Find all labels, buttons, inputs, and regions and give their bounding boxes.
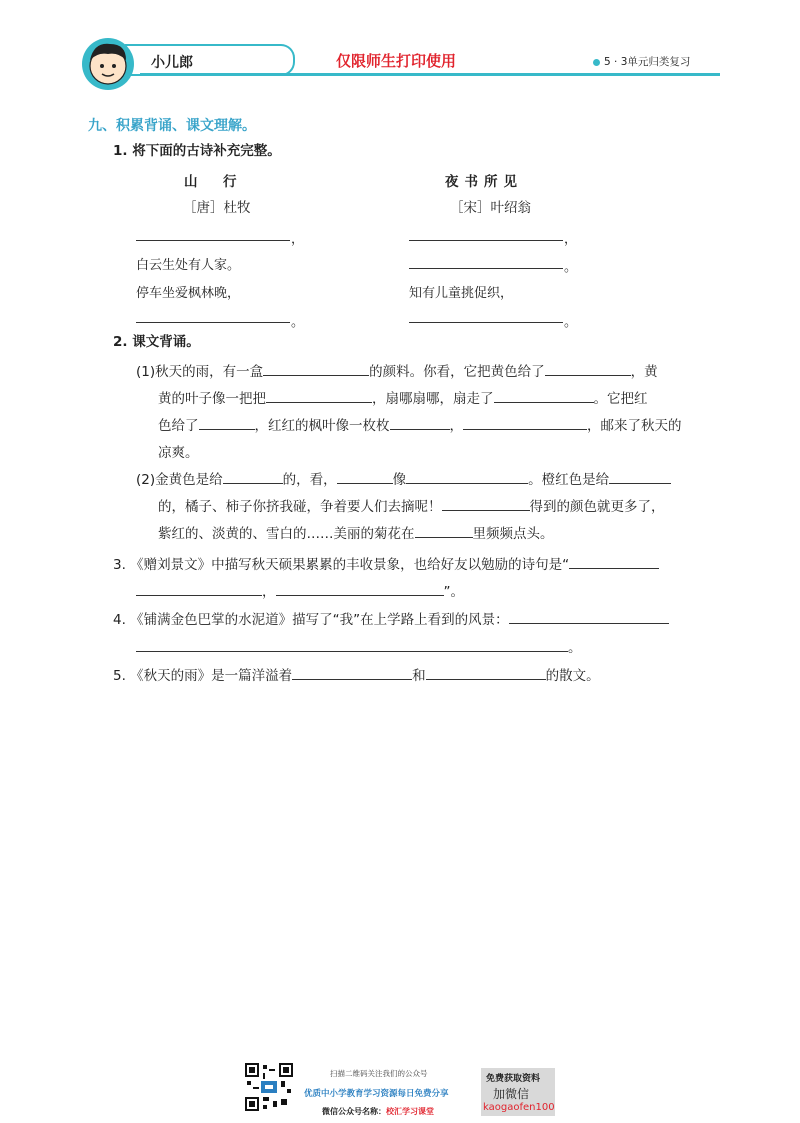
q2-p2-line3 <box>158 522 554 542</box>
q2-p1-line2 <box>158 387 648 407</box>
q3-blank-1[interactable] <box>569 554 659 569</box>
q2-p1-l2c: 。它把红 <box>593 391 648 407</box>
q3-comma: ， <box>262 584 276 600</box>
q2-p2-l1c: 像 <box>392 472 407 488</box>
q2-blank-like[interactable] <box>406 469 528 484</box>
tag-dot-icon <box>593 59 600 66</box>
poem1-period: 。 <box>291 315 305 330</box>
q5-blank-2[interactable] <box>426 665 546 680</box>
q2-p1-l2b: ，扇哪扇哪，扇走了 <box>372 391 494 407</box>
q2-p1-l3d: ，邮来了秋天的 <box>587 418 682 434</box>
q3-blank-2[interactable] <box>136 581 262 596</box>
q3-line2 <box>136 580 464 600</box>
q2-blank-maple-1[interactable] <box>390 415 450 430</box>
q1-prompt: 1. 将下面的古诗补充完整。 <box>113 143 281 159</box>
poem2-line3: 知有儿童挑促织， <box>409 286 514 301</box>
q2-p2-l1b: 的，看， <box>282 472 337 488</box>
footer-account-label: 微信公众号名称： <box>322 1107 386 1116</box>
q2-prompt: 2. 课文背诵。 <box>113 334 200 350</box>
q2-p2-l1d: 。橙红色是给 <box>528 472 610 488</box>
poem2-period: 。 <box>564 315 578 330</box>
q2-p2-l3b: 里频频点头。 <box>472 526 554 542</box>
poem2-blank-2[interactable] <box>409 268 563 269</box>
poem2-period-2: 。 <box>564 260 578 275</box>
q2-blank-chrysanthemum[interactable] <box>415 523 473 538</box>
q2-blank-red[interactable] <box>199 415 255 430</box>
q2-p1-l3b: ，红红的枫叶像一枚枚 <box>254 418 390 434</box>
q4-line2 <box>136 636 582 656</box>
contact-badge-id: kaogaofen100 <box>483 1102 555 1113</box>
q3-line1 <box>113 553 659 573</box>
footer-resource-note: 优质中小学教育学习资源每日免费分享 <box>304 1089 449 1099</box>
footer-account <box>322 1106 434 1117</box>
poem2-blank-4[interactable] <box>409 322 563 323</box>
q4-period: 。 <box>568 640 582 656</box>
poem2-blank-1[interactable] <box>409 240 563 241</box>
q2-p2-l1a: (2)金黄色是给 <box>136 472 223 488</box>
poem2-comma: ， <box>564 232 578 247</box>
q2-p1-l3a: 色给了 <box>158 418 199 434</box>
q3-text: 3. 《赠刘景文》中描写秋天硕果累累的丰收景象，也给好友以勉励的诗句是“ <box>113 557 570 573</box>
q4-blank-1[interactable] <box>509 609 669 624</box>
poem1-line3: 停车坐爱枫林晚， <box>136 286 241 301</box>
boy-mascot-logo <box>80 36 136 92</box>
q5-blank-1[interactable] <box>292 665 412 680</box>
q2-blank-more-colors[interactable] <box>442 496 530 511</box>
q2-blank-golden[interactable] <box>223 469 283 484</box>
poem1-blank-4[interactable] <box>136 322 290 323</box>
section-title: 九、积累背诵、课文理解。 <box>88 118 256 134</box>
q2-blank-maple-2[interactable] <box>463 415 587 430</box>
q5-c: 的散文。 <box>545 668 600 684</box>
q2-p1-l3c: ， <box>449 418 463 434</box>
q3-close: ”。 <box>443 584 464 600</box>
contact-badge-line2: 加微信 <box>493 1087 530 1101</box>
q2-p1-line4: 凉爽。 <box>158 445 199 461</box>
header-rule <box>140 73 720 76</box>
poem1-author: ［唐］杜牧 <box>183 200 251 216</box>
q2-p1-line1 <box>136 360 658 380</box>
q2-blank-fanned-away[interactable] <box>494 388 594 403</box>
poem2-title: 夜书所见 <box>445 174 523 190</box>
q2-p2-l2a: 的，橘子、柿子你挤我碰，争着要人们去摘呢！ <box>158 499 442 515</box>
poem2-author: ［宋］叶绍翁 <box>450 200 531 216</box>
poem1-comma: ， <box>291 232 305 247</box>
q2-blank-orange[interactable] <box>609 469 671 484</box>
q2-p1-l1a: (1)秋天的雨，有一盒 <box>136 364 264 380</box>
q2-p1-l1c: ，黄 <box>630 364 658 380</box>
q3-blank-3[interactable] <box>276 581 444 596</box>
unit-tag-label: 5 · 3单元归类复习 <box>604 56 691 68</box>
q2-blank-fan[interactable] <box>266 388 372 403</box>
poem1-blank-1[interactable] <box>136 240 290 241</box>
q2-blank-yellow[interactable] <box>545 361 631 376</box>
qr-code[interactable] <box>245 1063 293 1111</box>
q2-p2-line2 <box>158 495 665 515</box>
footer-scan-note: 扫描二维码关注我们的公众号 <box>330 1069 428 1078</box>
q2-p1-l2a: 黄的叶子像一把把 <box>158 391 266 407</box>
q4-text: 4. 《铺满金色巴掌的水泥道》描写了“我”在上学路上看到的风景： <box>113 612 509 628</box>
q4-line1 <box>113 608 669 628</box>
q2-p2-l2b: 得到的颜色就更多了， <box>529 499 665 515</box>
contact-badge-line1: 免费获取资料 <box>486 1074 541 1084</box>
q4-blank-2[interactable] <box>136 637 568 652</box>
q5-line <box>113 664 600 684</box>
q2-p2-l3a: 紫红的、淡黄的、雪白的……美丽的菊花在 <box>158 526 415 542</box>
print-notice: 仅限师生打印使用 <box>336 52 457 70</box>
q5-a: 5. 《秋天的雨》是一篇洋溢着 <box>113 668 293 684</box>
poem1-line2: 白云生处有人家。 <box>136 258 241 273</box>
q5-b: 和 <box>412 668 426 684</box>
poem1-title: 山 行 <box>184 174 243 190</box>
unit-tag <box>593 54 690 69</box>
q2-p1-l1b: 的颜料。你看，它把黄色给了 <box>369 364 545 380</box>
footer-account-name: 校汇学习课堂 <box>386 1107 434 1116</box>
q2-p1-line3 <box>158 414 682 434</box>
q2-blank-color-box[interactable] <box>263 361 369 376</box>
brand-name: 小儿郎 <box>151 55 193 71</box>
q2-blank-look[interactable] <box>337 469 393 484</box>
q2-p2-line1 <box>136 468 671 488</box>
